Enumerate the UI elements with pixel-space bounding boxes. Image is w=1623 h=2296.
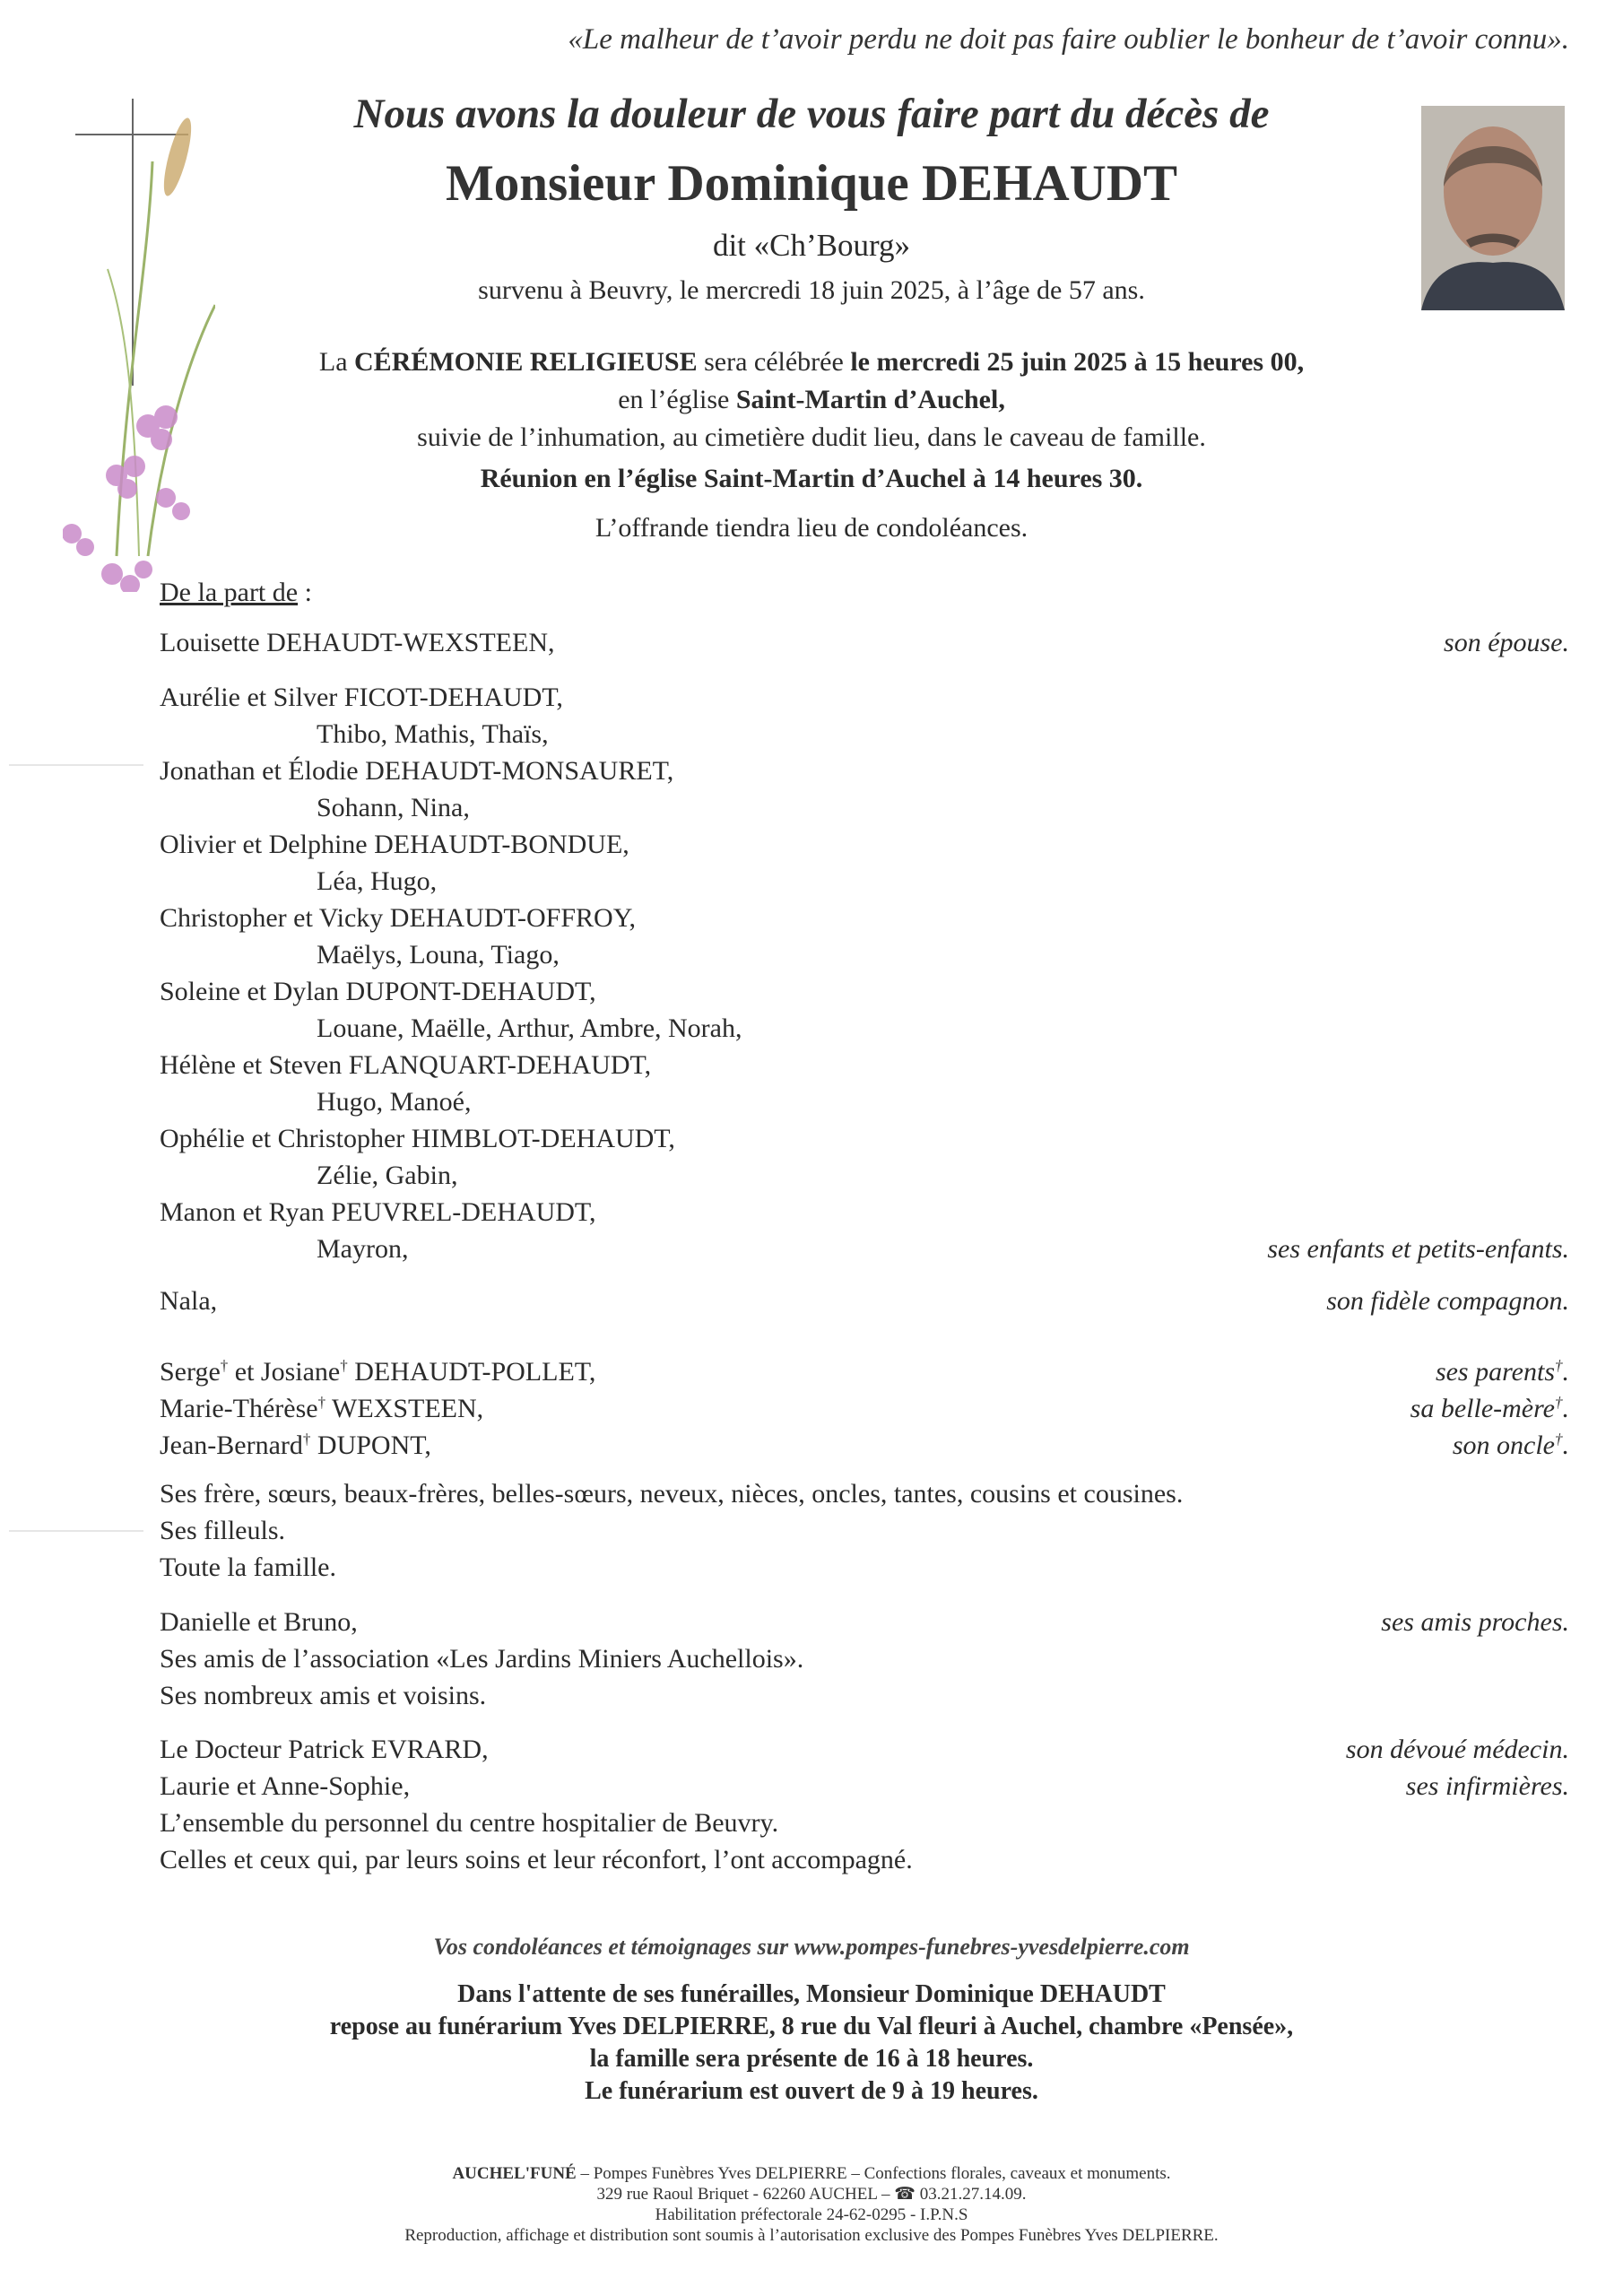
offering-note: L’offrande tiendra lieu de condoléances. xyxy=(595,513,1028,543)
family-row: Christopher et Vicky DEHAUDT-OFFROY, xyxy=(160,903,636,933)
family-row: Ses amis de l’association «Les Jardins Miniers Auchellois». xyxy=(160,1644,804,1674)
gathering-details: Réunion en l’église Saint-Martin d’Auchel à 14 heures 30. xyxy=(480,464,1143,493)
funeral-line-2: repose au funérarium Yves DELPIERRE, 8 rue du Val fleuri à Auchel, chambre «Pensée», xyxy=(329,2013,1294,2040)
family-row: Manon et Ryan PEUVREL-DEHAUDT, xyxy=(160,1197,596,1227)
family-row: Marie-Thérèse† WEXSTEEN, sa belle-mère†. xyxy=(160,1394,1569,1423)
family-row: Léa, Hugo, xyxy=(317,866,438,896)
family-row: Olivier et Delphine DEHAUDT-BONDUE, xyxy=(160,830,629,859)
family-row: Jean-Bernard† DUPONT, son oncle†. xyxy=(160,1431,1569,1460)
family-row: Louane, Maëlle, Arthur, Ambre, Norah, xyxy=(317,1013,742,1043)
website-note: Vos condoléances et témoignages sur www.pompes-funebres-yvesdelpierre.com xyxy=(433,1934,1190,1960)
family-row: Sohann, Nina, xyxy=(317,793,470,822)
family-row: Hugo, Manoé, xyxy=(317,1087,472,1117)
ceremony-line-1: La CÉRÉMONIE RELIGIEUSE sera célébrée le mercredi 25 juin 2025 à 15 heures 00, xyxy=(318,347,1305,377)
family-row: Hélène et Steven FLANQUART-DEHAUDT, xyxy=(160,1050,652,1080)
family-row: Danielle et Bruno, ses amis proches. xyxy=(160,1607,1569,1637)
family-row: Ophélie et Christopher HIMBLOT-DEHAUDT, xyxy=(160,1124,675,1153)
funeral-line-3: la famille sera présente de 16 à 18 heures. xyxy=(589,2045,1034,2073)
death-details: survenu à Beuvry, le mercredi 18 juin 2025, à l’âge de 57 ans. xyxy=(478,275,1145,305)
family-row: Celles et ceux qui, par leurs soins et leur réconfort, l’ont accompagné. xyxy=(160,1845,913,1874)
family-row: Le Docteur Patrick EVRARD, son dévoué médecin. xyxy=(160,1735,1569,1764)
ceremony-line-3: suivie de l’inhumation, au cimetière dudit lieu, dans le caveau de famille. xyxy=(417,422,1206,452)
footer xyxy=(0,2163,1623,2246)
from-label: De la part de : xyxy=(160,578,312,607)
family-row: Ses frère, sœurs, beaux-frères, belles-sœurs, neveux, nièces, oncles, tantes, cousins et cousines. xyxy=(160,1479,1184,1509)
funeral-line-1: Dans l'attente de ses funérailles, Monsieur Dominique DEHAUDT xyxy=(457,1980,1166,2008)
family-row: Soleine et Dylan DUPONT-DEHAUDT, xyxy=(160,977,596,1006)
funeral-home-details xyxy=(0,1979,1623,2108)
family-row: Serge† et Josiane† DEHAUDT-POLLET, ses parents†. xyxy=(160,1357,1569,1387)
family-row: Mayron, ses enfants et petits-enfants. xyxy=(317,1234,1569,1264)
family-row: Thibo, Mathis, Thaïs, xyxy=(317,719,549,749)
footer-line-2: 329 rue Raoul Briquet - 62260 AUCHEL – ☎ 03.21.27.14.09. xyxy=(596,2185,1027,2204)
scan-mark xyxy=(9,1530,143,1532)
family-row: Nala, son fidèle compagnon. xyxy=(160,1286,1569,1316)
funeral-line-4: Le funérarium est ouvert de 9 à 19 heures. xyxy=(585,2077,1038,2105)
ceremony-line-2: en l’église Saint-Martin d’Auchel, xyxy=(618,385,1005,414)
family-row: L’ensemble du personnel du centre hospitalier de Beuvry. xyxy=(160,1808,779,1838)
footer-line-3: Habilitation préfectorale 24-62-0295 - I.P.N.S xyxy=(655,2205,968,2224)
opening-quote: «Le malheur de t’avoir perdu ne doit pas faire oublier le bonheur de t’avoir connu». xyxy=(568,23,1569,56)
footer-line-4: Reproduction, affichage et distribution sont soumis à l’autorisation exclusive des Pompes Funèbres Yves DELPIERRE. xyxy=(404,2226,1219,2245)
family-row: Ses nombreux amis et voisins. xyxy=(160,1681,487,1710)
nickname: dit «Ch’Bourg» xyxy=(712,228,911,263)
family-row: Laurie et Anne-Sophie, ses infirmières. xyxy=(160,1771,1569,1801)
family-row: Louisette DEHAUDT-WEXSTEEN, son épouse. xyxy=(160,628,1569,657)
ceremony-details xyxy=(0,344,1623,457)
family-row: Jonathan et Élodie DEHAUDT-MONSAURET, xyxy=(160,756,674,786)
family-row: Aurélie et Silver FICOT-DEHAUDT, xyxy=(160,683,563,712)
announcement-intro: Nous avons la douleur de vous faire part du décès de xyxy=(353,91,1270,137)
footer-line-1: AUCHEL'FUNÉ – Pompes Funèbres Yves DELPIERRE – Confections florales, caveaux et monuments. xyxy=(452,2164,1171,2183)
family-row: Toute la famille. xyxy=(160,1552,336,1582)
scan-mark xyxy=(9,764,143,766)
deceased-name: Monsieur Dominique DEHAUDT xyxy=(445,155,1178,212)
family-row: Zélie, Gabin, xyxy=(317,1161,458,1190)
family-row: Ses filleuls. xyxy=(160,1516,285,1545)
family-row: Maëlys, Louna, Tiago, xyxy=(317,940,560,970)
